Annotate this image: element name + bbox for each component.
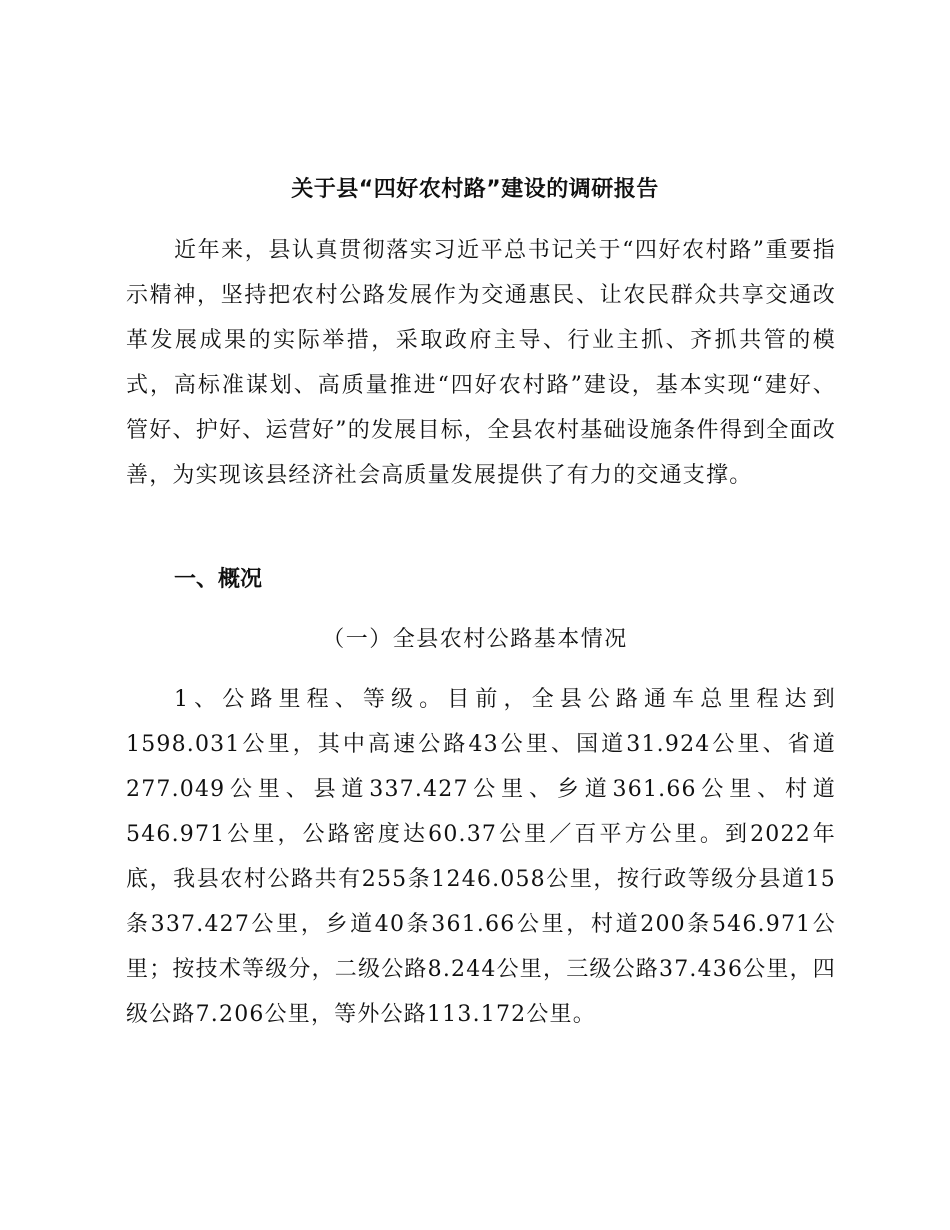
document-title: 关于县“四好农村路”建设的调研报告	[291, 177, 659, 202]
intro-paragraph: 近年来，县认真贯彻落实习近平总书记关于“四好农村路”重要指示精神，坚持把农村公路发展作为交通惠民、让农民群众共享交通改革发展成果的实际举措，采取政府主导、行业主抓、齐抓共管的模式，高标准谋划、高质量推进“四好农村路”建设，基本实现“建好、管好、护好、运营好”的发展目标，全县农村基础设施条件得到全面改善，为实现该县经济社会高质量发展提供了有力的交通支撑。	[126, 238, 836, 488]
subsection-heading-basic-situation: （一）全县农村公路基本情况	[322, 627, 628, 652]
mileage-grade-paragraph: 1、公路里程、等级。目前，全县公路通车总里程达到1598.031公里，其中高速公路43公里、国道31.924公里、省道277.049公里、县道337.427公里、乡道361.66公里、村道546.971公里，公路密度达60.37公里／百平方公里。到2022年底，我县农村公路共有255条1246.058公里，按行政等级分县道15条337.427公里，乡道40条361.66公里，村道200条546.971公里；按技术等级分，二级公路8.244公里，三级公路37.436公里，四级公路7.206公里，等外公路113.172公里。	[126, 687, 836, 1027]
section-heading-overview: 一、概况	[174, 567, 263, 592]
